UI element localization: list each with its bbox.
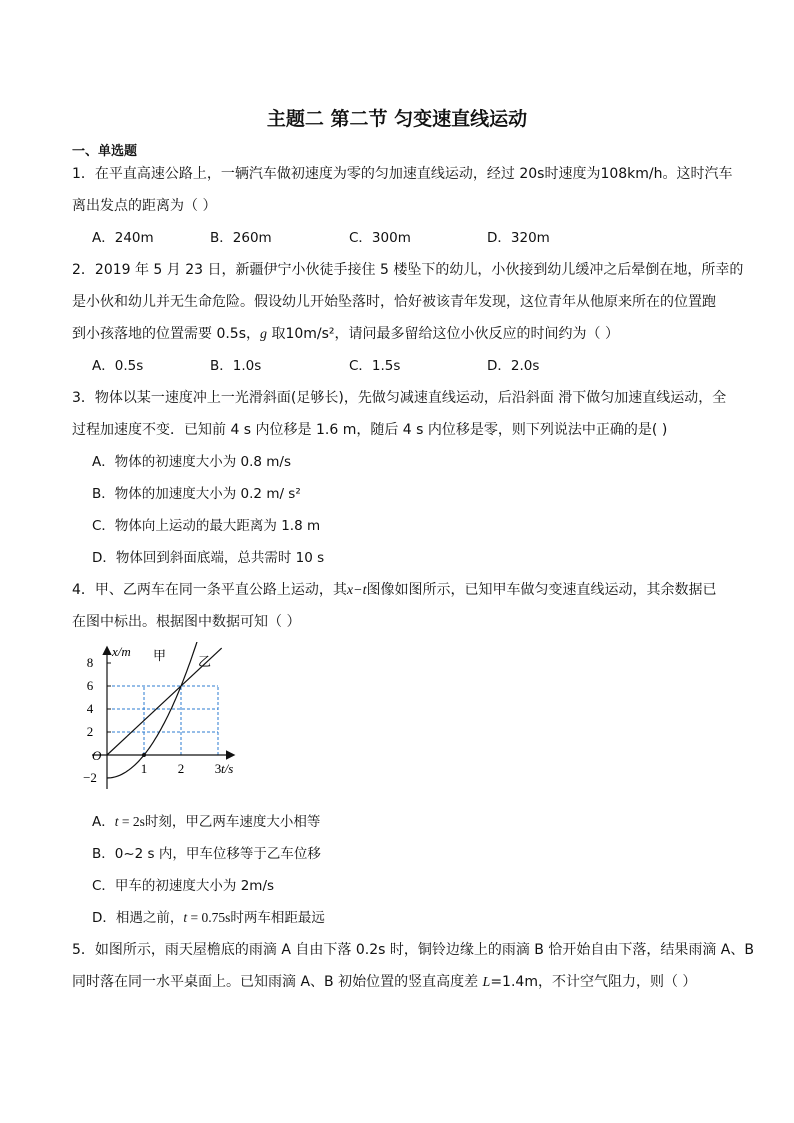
q3-line2: 过程加速度不变．已知前 4 s 内位移是 1.6 m，随后 4 s 内位移是零，则下列说法中正确的是( ) xyxy=(72,422,668,438)
y-tick-label: 6 xyxy=(86,678,94,693)
x-tick-label: 2 xyxy=(177,761,185,776)
q2-option-d: D．2.0s xyxy=(487,358,540,374)
q3-line1: 3．物体以某一速度冲上一光滑斜面(足够长)，先做匀减速直线运动，后沿斜面 滑下做匀加速直线运动，全 xyxy=(72,390,727,406)
q2-line3 xyxy=(72,324,619,345)
q4-option-d-val: = 0.75s xyxy=(187,910,231,925)
q4-xt-symbol: x−t xyxy=(346,583,367,598)
q3-option-b: B．物体的加速度大小为 0.2 m/ s² xyxy=(92,486,301,502)
q1-line2: 离出发点的距离为（ ） xyxy=(72,198,217,214)
q4-option-d xyxy=(92,908,325,928)
grid-lines xyxy=(107,686,218,755)
q5-line2-b: =1.4m，不计空气阻力，则（ ） xyxy=(490,974,697,990)
q5-line2-a: 同时落在同一水平桌面上。已知雨滴 A、B 初始位置的竖直高度差 xyxy=(72,974,483,990)
q2-line1: 2．2019 年 5 月 23 日，新疆伊宁小伙徒手接住 5 楼坠下的幼儿，小伙接到幼儿缓冲之后晕倒在地，所幸的 xyxy=(72,262,744,278)
q4-line1-b: 图像如图所示，已知甲车做匀变速直线运动，其余数据已 xyxy=(366,582,717,598)
origin-label: O xyxy=(92,748,102,763)
q4-option-d-text: 时两车相距最远 xyxy=(230,910,325,926)
q4-option-a-t: t xyxy=(114,814,119,829)
page-title: 主题二 第二节 匀变速直线运动 xyxy=(266,108,528,130)
x-axis-label: t/s xyxy=(221,761,234,776)
point-t1 xyxy=(142,753,146,757)
q3-option-c: C．物体向上运动的最大距离为 1.8 m xyxy=(92,518,321,534)
q4-option-a-prefix: A． xyxy=(92,814,115,830)
q1-option-d: D．320m xyxy=(487,230,550,246)
q2-option-a: A．0.5s xyxy=(92,358,144,374)
q1-option-b: B．260m xyxy=(210,230,272,246)
q5-line1: 5．如图所示，雨天屋檐底的雨滴 A 自由下落 0.2s 时，铜铃边缘上的雨滴 B 恰开始自由下落，结果雨滴 A、B xyxy=(72,942,754,958)
q4-line1 xyxy=(72,580,716,601)
q1-option-a: A．240m xyxy=(92,230,154,246)
y-tick-label: 2 xyxy=(86,724,94,739)
q4-option-b: B．0~2 s 内，甲车位移等于乙车位移 xyxy=(92,846,321,862)
xt-graph xyxy=(70,642,250,792)
y-tick-label: −2 xyxy=(83,770,97,785)
y-axis-label: x/m xyxy=(112,644,131,659)
q5-line2 xyxy=(72,972,696,993)
q1-option-c: C．300m xyxy=(349,230,411,246)
q4-option-d-t: t xyxy=(183,910,188,925)
q4-option-a-text: 时刻，甲乙两车速度大小相等 xyxy=(144,814,321,830)
q4-option-c: C．甲车的初速度大小为 2m/s xyxy=(92,878,275,894)
y-tick-label: 8 xyxy=(86,655,94,670)
q3-option-a: A．物体的初速度大小为 0.8 m/s xyxy=(92,454,292,470)
curve-label-jia: 甲 xyxy=(153,649,167,664)
q2-line3-a: 到小孩落地的位置需要 0.5s， xyxy=(72,326,261,342)
q3-option-d: D．物体回到斜面底端，总共需时 10 s xyxy=(92,550,325,566)
q1-line1: 1．在平直高速公路上，一辆汽车做初速度为零的匀加速直线运动，经过 20s时速度为108km/h。这时汽车 xyxy=(72,166,733,182)
q2-line3-b: 取10m/s²，请问最多留给这位小伙反应的时间约为（ ） xyxy=(267,326,619,342)
q4-option-a xyxy=(92,812,320,832)
q4-option-a-val: = 2s xyxy=(118,814,145,829)
section-heading: 一、单选题 xyxy=(72,144,138,159)
curve-label-yi: 乙 xyxy=(198,655,212,670)
y-tick-label: 4 xyxy=(86,701,94,716)
q5-L-symbol: L xyxy=(482,975,491,990)
q4-line2: 在图中标出。根据图中数据可知（ ） xyxy=(72,614,301,630)
q4-line1-a: 4．甲、乙两车在同一条平直公路上运动，其 xyxy=(72,582,347,598)
q2-line2: 是小伙和幼儿并无生命危险。假设幼儿开始坠落时，恰好被该青年发现，这位青年从他原来所在的位置跑 xyxy=(72,294,716,310)
q2-g-symbol: g xyxy=(260,327,268,342)
q2-option-c: C．1.5s xyxy=(349,358,401,374)
x-tick-label: 1 xyxy=(140,761,148,776)
q4-option-d-prefix: D．相遇之前， xyxy=(92,910,184,926)
q2-option-b: B．1.0s xyxy=(210,358,262,374)
x-tick-label: 3 xyxy=(214,761,222,776)
